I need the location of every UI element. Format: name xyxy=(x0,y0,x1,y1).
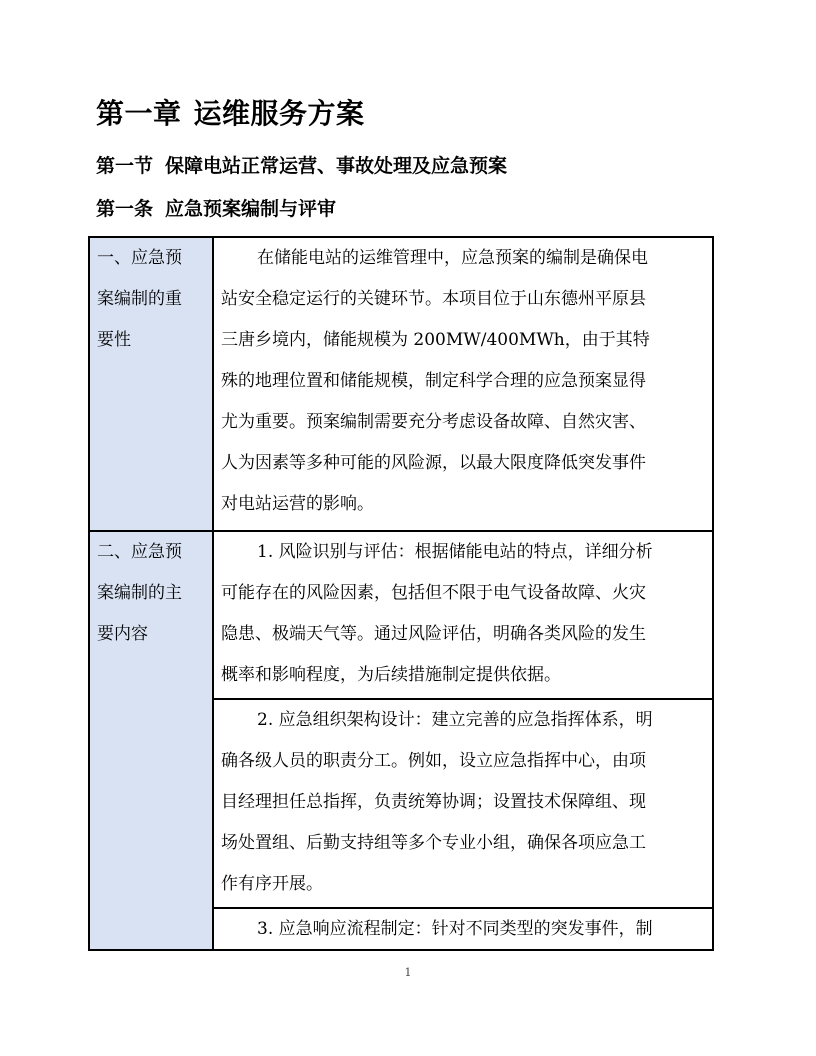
article-title-text: 应急预案编制与评审 xyxy=(165,198,337,220)
article-title xyxy=(96,193,336,225)
table-row-1-body xyxy=(221,238,699,525)
body-line: 概率和影响程度，为后续措施制定提供依据。 xyxy=(221,665,561,685)
body-line: 殊的地理位置和储能规模，制定科学合理的应急预案显得 xyxy=(221,371,646,391)
table-row-3-body xyxy=(221,700,699,905)
table-row-1-heading xyxy=(97,238,209,361)
table-row-2-body xyxy=(221,532,699,696)
body-line: 尤为重要。预案编制需要充分考虑设备故障、自然灾害、 xyxy=(221,412,646,432)
body-line: 1. 风险识别与评估：根据储能电站的特点，详细分析 xyxy=(257,542,653,562)
body-line: 确各级人员的职责分工。例如，设立应急指挥中心，由项 xyxy=(221,751,646,771)
body-line: 三唐乡境内，储能规模为 200MW/400MWh，由于其特 xyxy=(221,330,650,350)
section-label: 第一节 xyxy=(96,155,154,177)
heading-line: 案编制的主 xyxy=(97,583,182,603)
body-line: 对电站运营的影响。 xyxy=(221,494,374,514)
body-line: 在储能电站的运维管理中，应急预案的编制是确保电 xyxy=(257,248,648,268)
heading-line: 案编制的重 xyxy=(97,289,182,309)
chapter-title xyxy=(96,94,365,134)
page-number: 1 xyxy=(404,966,412,979)
table-row-2-heading xyxy=(97,532,209,655)
table-row-4-body xyxy=(221,909,699,950)
body-line: 作有序开展。 xyxy=(221,874,323,894)
body-line: 3. 应急响应流程制定：针对不同类型的突发事件，制 xyxy=(257,919,653,939)
body-line: 隐患、极端天气等。通过风险评估，明确各类风险的发生 xyxy=(221,624,646,644)
heading-line: 二、应急预 xyxy=(97,542,182,562)
content-table xyxy=(88,236,714,951)
heading-line: 要内容 xyxy=(97,624,148,644)
heading-line: 一、应急预 xyxy=(97,248,182,268)
heading-line: 要性 xyxy=(97,330,131,350)
chapter-label: 第一章 xyxy=(96,97,182,130)
body-line: 2. 应急组织架构设计：建立完善的应急指挥体系，明 xyxy=(257,710,653,730)
body-line: 可能存在的风险因素，包括但不限于电气设备故障、火灾 xyxy=(221,583,646,603)
body-line: 站安全稳定运行的关键环节。本项目位于山东德州平原县 xyxy=(221,289,646,309)
section-title xyxy=(96,150,507,182)
body-line: 场处置组、后勤支持组等多个专业小组，确保各项应急工 xyxy=(221,833,646,853)
chapter-title-text: 运维服务方案 xyxy=(193,97,365,130)
article-label: 第一条 xyxy=(96,198,154,220)
body-line: 人为因素等多种可能的风险源，以最大限度降低突发事件 xyxy=(221,453,646,473)
section-title-text: 保障电站正常运营、事故处理及应急预案 xyxy=(165,155,508,177)
body-line: 目经理担任总指挥，负责统筹协调；设置技术保障组、现 xyxy=(221,792,646,812)
